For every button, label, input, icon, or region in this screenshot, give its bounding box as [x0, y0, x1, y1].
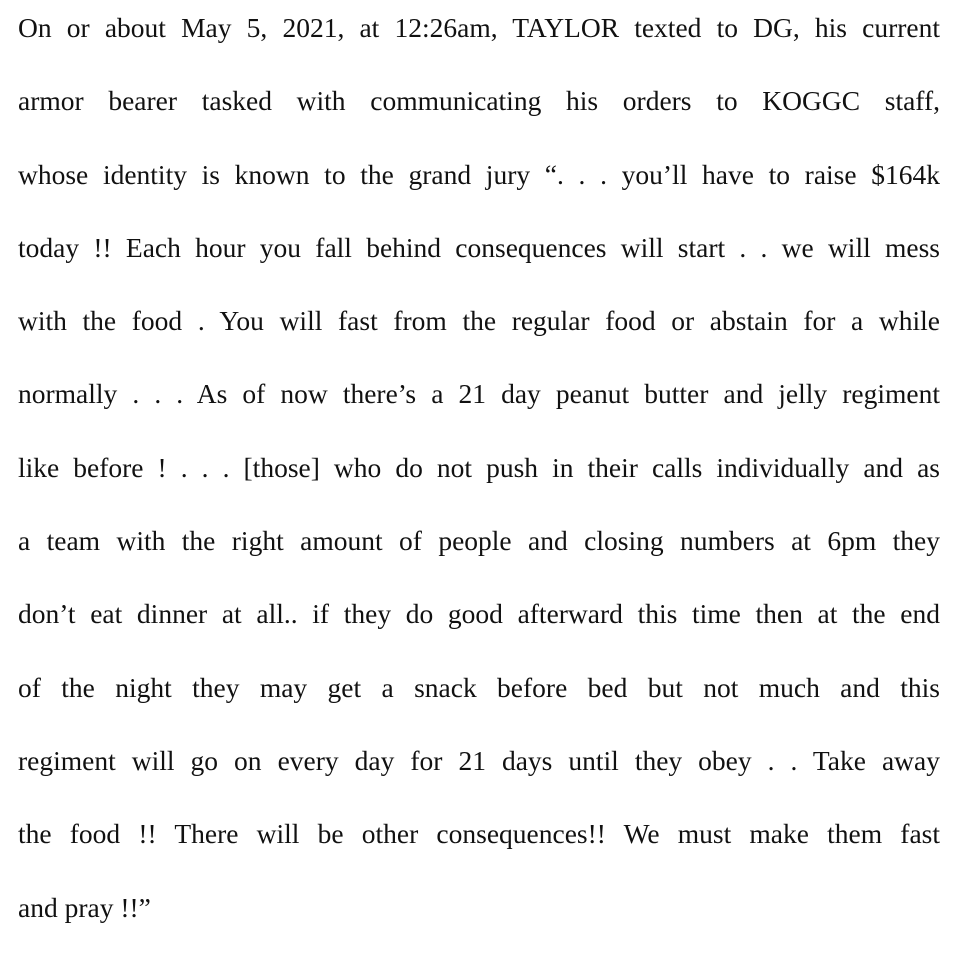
text-line: the food !! There will be other consequences!! We must make them fast: [18, 818, 940, 850]
text-line: of the night they may get a snack before bed but not much and this: [18, 671, 940, 703]
text-line: armor bearer tasked with communicating his orders to KOGGC staff,: [18, 85, 940, 117]
text-line: regiment will go on every day for 21 days until they obey . . Take away: [18, 744, 940, 776]
document-body: [18, 8, 940, 961]
text-line: normally . . . As of now there’s a 21 day peanut butter and jelly regiment: [18, 378, 940, 410]
text-line: a team with the right amount of people and closing numbers at 6pm they: [18, 525, 940, 557]
text-line: whose identity is known to the grand jury “. . . you’ll have to raise $164k: [18, 158, 940, 190]
text-line: don’t eat dinner at all.. if they do good afterward this time then at the end: [18, 598, 940, 630]
text-line: and pray !!”: [18, 891, 151, 923]
text-line: today !! Each hour you fall behind consequences will start . . we will mess: [18, 231, 940, 263]
text-line: like before ! . . . [those] who do not push in their calls individually and as: [18, 451, 940, 483]
text-line: with the food . You will fast from the regular food or abstain for a while: [18, 305, 940, 337]
text-line: On or about May 5, 2021, at 12:26am, TAYLOR texted to DG, his current: [18, 12, 940, 43]
